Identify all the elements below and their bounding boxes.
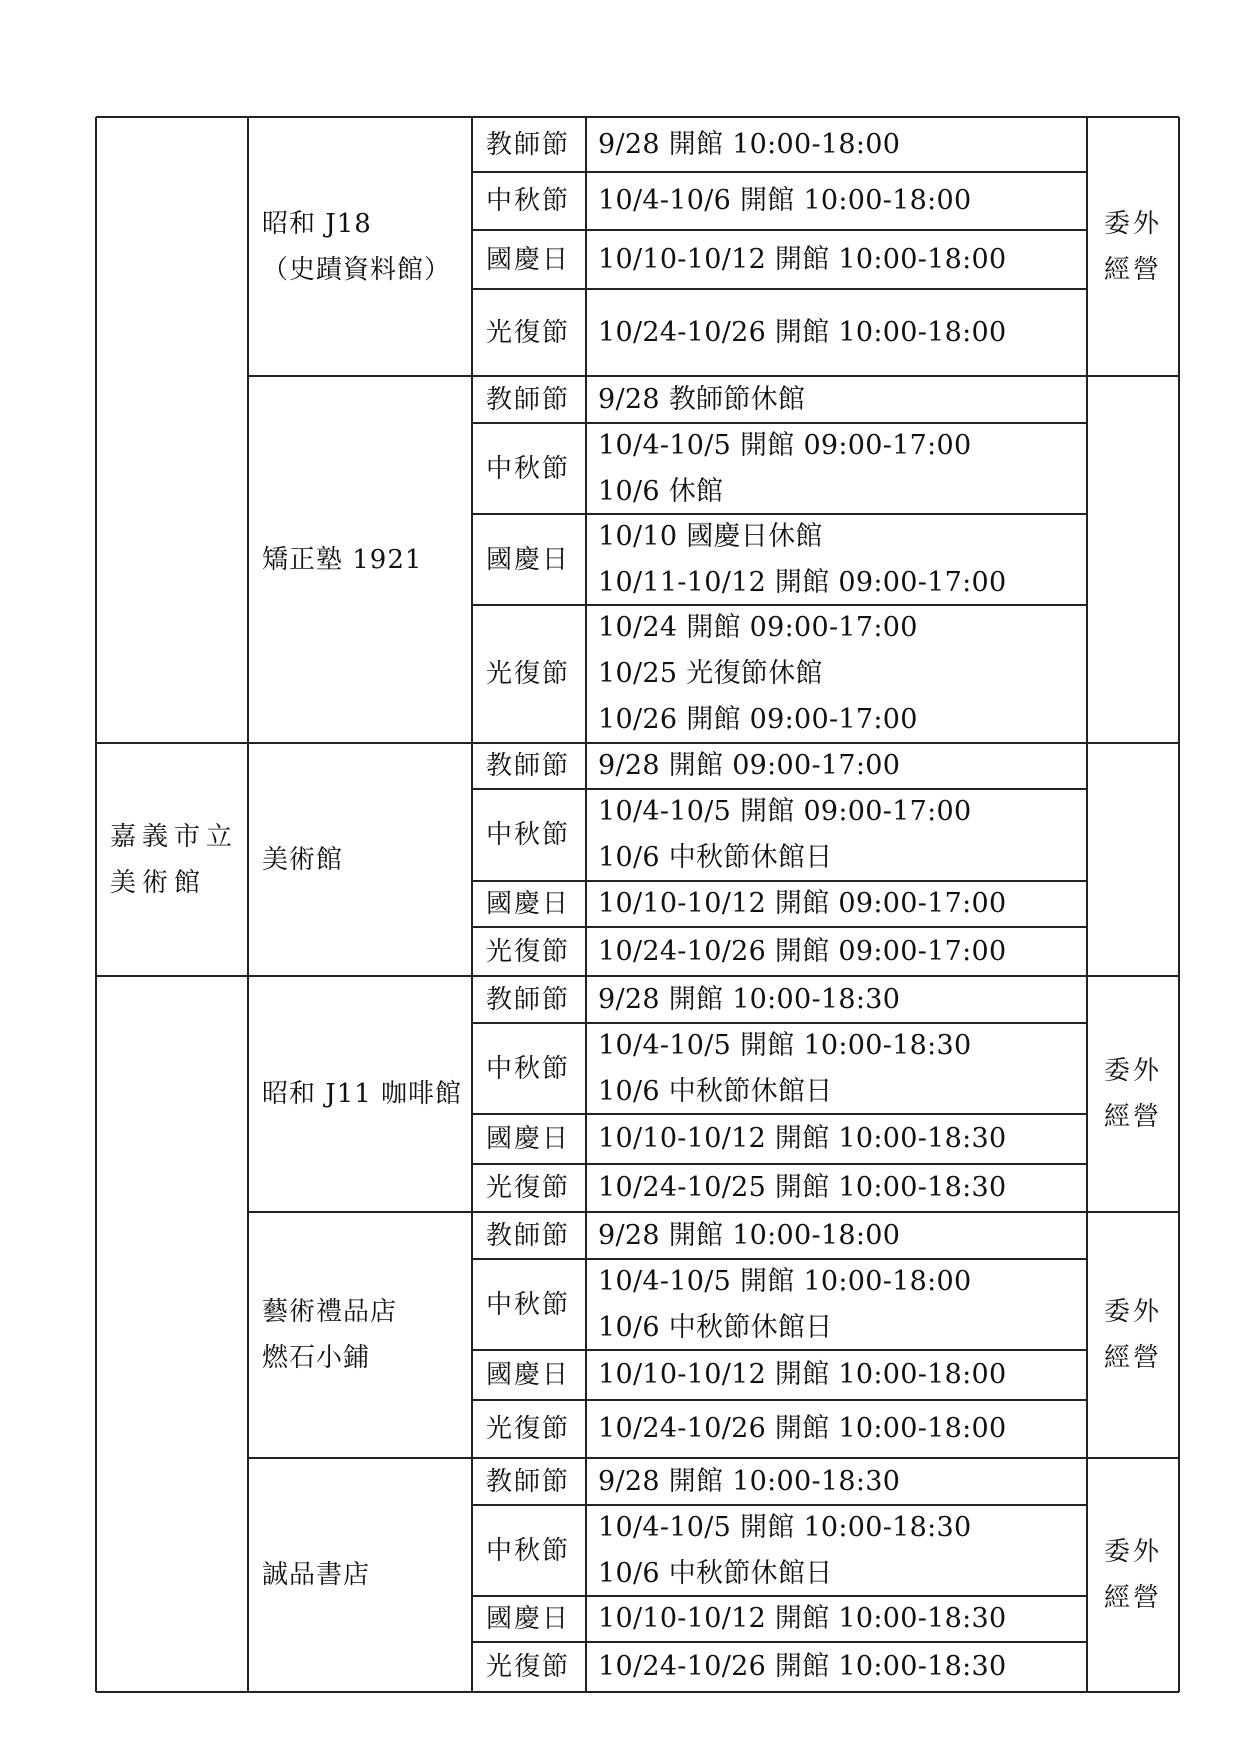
opening-hours-text: 10/24-10/26 開館 10:00-18:00 [598,316,1007,348]
holiday-label: 光復節 [486,936,571,967]
opening-hours-text: 10/4-10/5 開館 10:00-18:00 10/6 中秋節休館日 [598,1265,972,1343]
operation-note-cell: 委外 經營 [1103,1056,1162,1132]
organization-cell [96,976,248,1692]
holiday-label: 光復節 [486,317,571,348]
opening-hours-text: 10/4-10/5 開館 10:00-18:30 10/6 中秋節休館日 [598,1511,972,1589]
holiday-label: 教師節 [486,751,571,781]
holiday-label: 中秋節 [486,1535,571,1566]
opening-hours-text: 9/28 開館 09:00-17:00 [598,750,901,781]
opening-hours-text: 10/4-10/6 開館 10:00-18:00 [598,185,972,216]
opening-hours-text: 10/10-10/12 開館 10:00-18:30 [598,1603,1007,1634]
opening-hours-text: 10/24-10/25 開館 10:00-18:30 [598,1172,1007,1203]
holiday-label: 國慶日 [486,1604,571,1634]
operation-note-cell: 委外 經營 [1103,1537,1162,1613]
organization-cell [96,117,248,743]
opening-hours-text: 10/10 國慶日休館 10/11-10/12 開館 09:00-17:00 [598,520,1007,598]
organization-cell: 嘉義市立 美術館 [110,821,239,898]
venue-name-cell: 昭和 J11 咖啡館 [262,1079,463,1109]
opening-hours-text: 9/28 教師節休館 [598,383,806,415]
venue-name-cell: 矯正塾 1921 [262,544,423,575]
holiday-label: 中秋節 [486,1053,571,1084]
opening-hours-text: 10/10-10/12 開館 09:00-17:00 [598,888,1007,919]
operation-note-cell [1087,376,1179,743]
opening-hours-text: 9/28 開館 10:00-18:00 [598,1219,901,1251]
holiday-label: 光復節 [486,659,571,689]
holiday-label: 教師節 [486,1220,571,1251]
venue-name-cell: 誠品書店 [262,1560,371,1590]
holiday-label: 國慶日 [486,1124,571,1154]
holiday-label: 中秋節 [486,1289,571,1320]
operation-note-cell: 委外 經營 [1103,208,1162,285]
holiday-label: 教師節 [486,984,571,1015]
opening-hours-text: 10/24-10/26 開館 09:00-17:00 [598,935,1007,967]
venue-name-cell: 昭和 J18 （史蹟資料館） [262,208,452,285]
opening-hours-text: 10/10-10/12 開館 10:00-18:00 [598,243,1007,275]
opening-hours-text: 10/4-10/5 開館 09:00-17:00 10/6 中秋節休館日 [598,796,972,873]
holiday-label: 國慶日 [486,244,571,275]
operation-note-cell: 委外 經營 [1103,1297,1162,1373]
holiday-label: 光復節 [486,1652,571,1682]
holiday-label: 教師節 [486,129,571,160]
opening-hours-text: 10/10-10/12 開館 10:00-18:30 [598,1123,1007,1154]
holiday-label: 光復節 [486,1173,571,1203]
opening-hours-text: 10/4-10/5 開館 09:00-17:00 10/6 休館 [598,429,972,507]
venue-name-cell: 美術館 [262,844,344,875]
operation-note-cell [1087,743,1179,976]
opening-hours-text: 9/28 開館 10:00-18:30 [598,983,901,1015]
holiday-label: 國慶日 [486,544,571,575]
opening-hours-text: 10/24-10/26 開館 10:00-18:30 [598,1651,1007,1682]
opening-hours-text: 9/28 開館 10:00-18:00 [598,128,901,160]
opening-hours-text: 9/28 開館 10:00-18:30 [598,1465,901,1497]
opening-hours-text: 10/24 開館 09:00-17:00 10/25 光復節休館 10/26 開館 09:00-17:00 [598,612,918,735]
holiday-label: 教師節 [486,384,571,415]
holiday-label: 國慶日 [486,1360,571,1390]
holiday-label: 教師節 [486,1466,571,1497]
opening-hours-text: 10/4-10/5 開館 10:00-18:30 10/6 中秋節休館日 [598,1029,972,1107]
opening-hours-text: 10/24-10/26 開館 10:00-18:00 [598,1413,1007,1444]
holiday-label: 中秋節 [486,186,571,216]
opening-hours-text: 10/10-10/12 開館 10:00-18:00 [598,1359,1007,1390]
holiday-label: 國慶日 [486,889,571,919]
holiday-label: 中秋節 [486,820,571,850]
holiday-label: 光復節 [486,1414,571,1444]
venue-name-cell: 藝術禮品店 燃石小鋪 [262,1297,398,1373]
holiday-label: 中秋節 [486,453,571,484]
